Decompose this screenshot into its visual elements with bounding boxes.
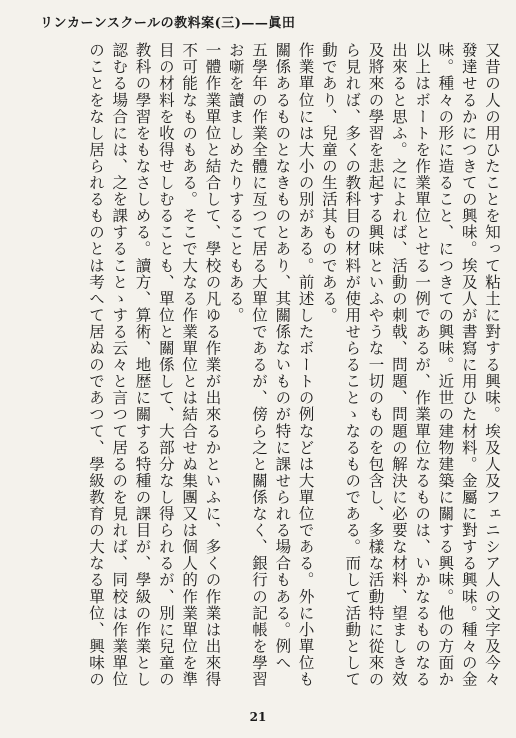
text-column: 不可能なものもある。そこで大なる作業單位とは結合せぬ集團又は個人的作業單位を準 — [180, 42, 199, 688]
text-column: 發達せるかにつきての興味。埃及人が書寫に用ひた材料。金屬に對する興味。種々の金 — [459, 42, 478, 688]
text-column: 目の材料を收得せしむることも、單位と關係して、大部分なし得られるが、別に兒童の — [156, 42, 175, 688]
text-column: 五學年の作業全體に亙つて居る大單位であるが、傍ら之と關係なく、銀行の記帳を學習 — [250, 42, 269, 688]
text-column: 教科の學習をもなさしめる。讀方、算術、地歴に關する特種の課目が、學級の作業とし — [133, 42, 152, 688]
text-column: お噺を讀ましめたりすることもある。 — [226, 42, 245, 324]
running-head: リンカーンスクールの教料案(三)——眞田 — [40, 16, 296, 31]
text-column: 作業單位には大小の別がある。前述したボートの例などは大單位である。外に小單位も — [296, 42, 315, 688]
text-column: ら見れば、多くの教科目の材料が使用せらることゝなるものである。而して活動として — [343, 42, 362, 688]
text-column: 認むる場合には、之を課することゝする云々と言つて居るのを見れば、同校は作業單位 — [110, 42, 129, 688]
text-column: 味。種々の形に造ること、につきての興味。近世の建物建築に關する興味。他の方面か — [436, 42, 455, 688]
text-column: 關係あるものとなきものとあり、其關係ないものが特に課せられる場合もある。例へ — [273, 42, 292, 671]
text-column: 及將來の學習を悲起する興味といふやうな一切のものを包含し、多樣な活動特に從來の — [366, 42, 385, 688]
text-column: のことをなし居られるものとは考へて居ぬのであつて、學級教育の大なる單位、興味の — [86, 42, 105, 688]
text-column: 動であり、兒童の生活其ものである。 — [319, 42, 338, 324]
text-column: 出來ると思ふ。之によれば、活動の刺戟、問題、問題の解決に必要な材料、望ましき效 — [389, 42, 408, 688]
page-number: 21 — [249, 710, 267, 724]
text-column: 以上はボートを作業單位とせる一例であるが、作業單位なるものは、いかなるものなる — [413, 42, 432, 688]
text-column: 又昔の人の用ひたことを知って粘土に對する興味。埃及人及フェニシア人の文字及今々 — [483, 42, 501, 688]
body-text — [85, 42, 502, 694]
text-column: 一體作業單位と結合して、學校の凡ゆる作業が出來るかといふに、多くの作業は出來得 — [203, 42, 222, 688]
